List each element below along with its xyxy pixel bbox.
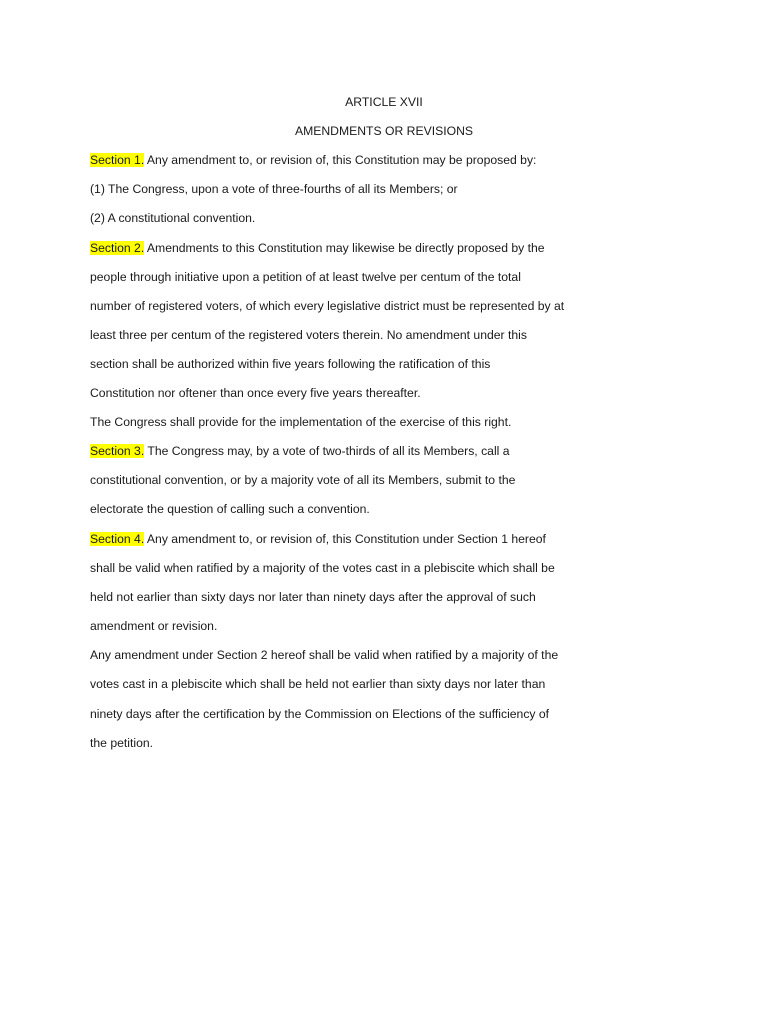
section-3-text: The Congress may, by a vote of two-thirds of all its Members, call a <box>144 444 510 458</box>
section-2-line-1 <box>90 240 610 256</box>
section-4-label: Section 4. <box>90 532 145 546</box>
section-4-line-1 <box>90 531 610 547</box>
section-1-line-3: (2) A constitutional convention. <box>90 211 256 225</box>
section-2-line-6: Constitution nor oftener than once every five years thereafter. <box>90 386 421 400</box>
section-4-line-6: votes cast in a plebiscite which shall be held not earlier than sixty days nor later than <box>90 677 546 691</box>
section-4-line-2: shall be valid when ratified by a majority of the votes cast in a plebiscite which shall be <box>90 561 555 575</box>
section-2-line-7: The Congress shall provide for the implementation of the exercise of this right. <box>90 415 512 429</box>
section-1-line-1 <box>90 152 610 168</box>
section-3-line-3: electorate the question of calling such a convention. <box>90 502 370 516</box>
article-title: ARTICLE XVII <box>345 95 423 109</box>
section-4-line-3: held not earlier than sixty days nor later than ninety days after the approval of such <box>90 590 536 604</box>
section-3-line-1 <box>90 443 610 459</box>
section-1-text: Any amendment to, or revision of, this Constitution may be proposed by: <box>144 153 537 167</box>
section-2-label: Section 2. <box>90 241 145 255</box>
section-2-line-5: section shall be authorized within five years following the ratification of this <box>90 357 491 371</box>
section-2-line-3: number of registered voters, of which every legislative district must be represented by at <box>90 299 565 313</box>
section-4-line-5: Any amendment under Section 2 hereof shall be valid when ratified by a majority of the <box>90 648 559 662</box>
section-2-text: Amendments to this Constitution may likewise be directly proposed by the <box>144 241 545 255</box>
section-4-line-8: the petition. <box>90 736 154 750</box>
section-3-line-2: constitutional convention, or by a majority vote of all its Members, submit to the <box>90 473 516 487</box>
section-4-line-7: ninety days after the certification by the Commission on Elections of the sufficiency of <box>90 707 550 721</box>
section-2-line-4: least three per centum of the registered voters therein. No amendment under this <box>90 328 527 342</box>
section-1-label: Section 1. <box>90 153 145 167</box>
section-2-line-2: people through initiative upon a petition of at least twelve per centum of the total <box>90 270 521 284</box>
section-4-line-4: amendment or revision. <box>90 619 218 633</box>
section-3-label: Section 3. <box>90 444 145 458</box>
article-subtitle: AMENDMENTS OR REVISIONS <box>294 124 474 138</box>
section-4-text: Any amendment to, or revision of, this Constitution under Section 1 hereof <box>144 532 546 546</box>
section-1-line-2: (1) The Congress, upon a vote of three-fourths of all its Members; or <box>90 182 458 196</box>
